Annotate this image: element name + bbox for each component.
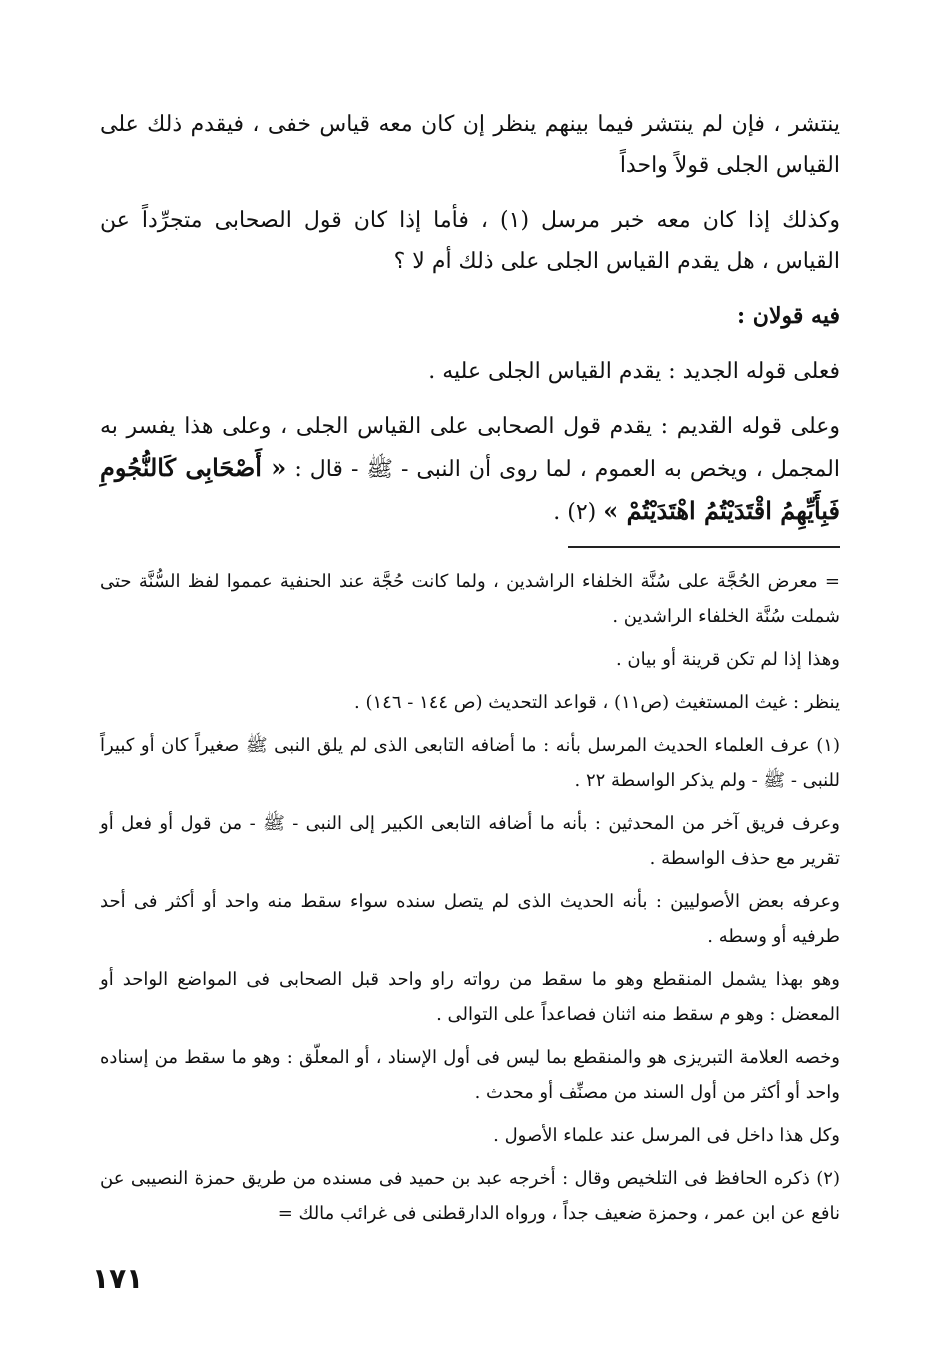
paragraph-5 — [100, 406, 840, 533]
footnote-2: (٢) ذكره الحافظ فى التلخيص وقال : أخرجه عبد بن حميد فى مسنده من طريق حمزة النصيبى عن نافع عن ابن عمر ، وحمزة ضعيف جداً ، ورواه الدارقطنى فى غرائب مالك = — [100, 1168, 840, 1224]
footnote-line: وعرف فريق آخر من المحدثين : بأنه ما أضافه التابعى الكبير إلى النبى - ﷺ - من قول أو فعل أو تقرير مع حذف الواسطة . — [100, 813, 840, 869]
page-number: ١٧١ — [92, 1262, 144, 1295]
footnote-line: = معرض الحُجَّة على سُنَّة الخلفاء الراشدين ، ولما كانت حُجَّة عند الحنفية عمموا لفظ السُّنَّة حتى شملت سُنَّة الخلفاء الراشدين . — [100, 571, 840, 627]
footnote-line: وهو بهذا يشمل المنقطع وهو ما سقط من رواته راو واحد قبل الصحابى فى المواضع الواحد أو المعضل : وهو م سقط منه اثنان فصاعداً على التوالى . — [100, 969, 840, 1025]
footnote-1: (١) عرف العلماء الحديث المرسل بأنه : ما أضافه التابعى الذى لم يلق النبى ﷺ صغيراً كان أو كبيراً للنبى - ﷺ - ولم يذكر الواسطة ٢٢ . — [100, 735, 840, 791]
main-text — [100, 104, 840, 547]
footnotes — [100, 564, 840, 1239]
footnote-line: وعرفه بعض الأصوليين : بأنه الحديث الذى لم يتصل سنده سواء سقط منه واحد أو أكثر فى أحد طرفيه أو وسطه . — [100, 891, 840, 947]
footnote-line: وهذا إذا لم تكن قرينة أو بيان . — [615, 649, 840, 670]
paragraph-3: فيه قولان : — [737, 303, 840, 329]
paragraph-5-text: وعلى قوله القديم : يقدم قول الصحابى على القياس الجلى ، وعلى هذا يفسر به المجمل ، ويخص به العموم ، لما روى أن النبى - ﷺ - قال : — [100, 414, 840, 482]
paragraph-4: فعلى قوله الجديد : يقدم القياس الجلى عليه . — [428, 359, 840, 384]
paragraph-2: وكذلك إذا كان معه خبر مرسل (١) ، فأما إذا كان قول الصحابى متجرِّداً عن القياس ، هل يقدم القياس الجلى على ذلك أم لا ؟ — [100, 208, 840, 274]
hadith-quote: « أَصْحَابِى كَالنُّجُومِ فَبِأَيِّهِمُ اقْتَدَيْتُمُ اهْتَدَيْتُمْ » — [100, 453, 840, 525]
footnote-ref-2: (٢) . — [553, 500, 597, 525]
footnote-separator — [568, 546, 840, 548]
footnote-line: ينظر : غيث المستغيث (ص١١) ، قواعد التحديث (ص ١٤٤ - ١٤٦) . — [354, 692, 840, 713]
footnote-line: وكل هذا داخل فى المرسل عند علماء الأصول . — [493, 1125, 840, 1146]
footnote-line: وخصه العلامة التبريزى هو والمنقطع بما ليس فى أول الإسناد ، أو المعلّق : وهو ما سقط من إسناده واحد أو أكثر من أول السند من مصنِّف أو محدث . — [100, 1047, 840, 1103]
paragraph-1: ينتشر ، فإن لم ينتشر فيما بينهم ينظر إن كان معه قياس خفى ، فيقدم ذلك على القياس الجلى قولاً واحداً — [100, 112, 840, 178]
